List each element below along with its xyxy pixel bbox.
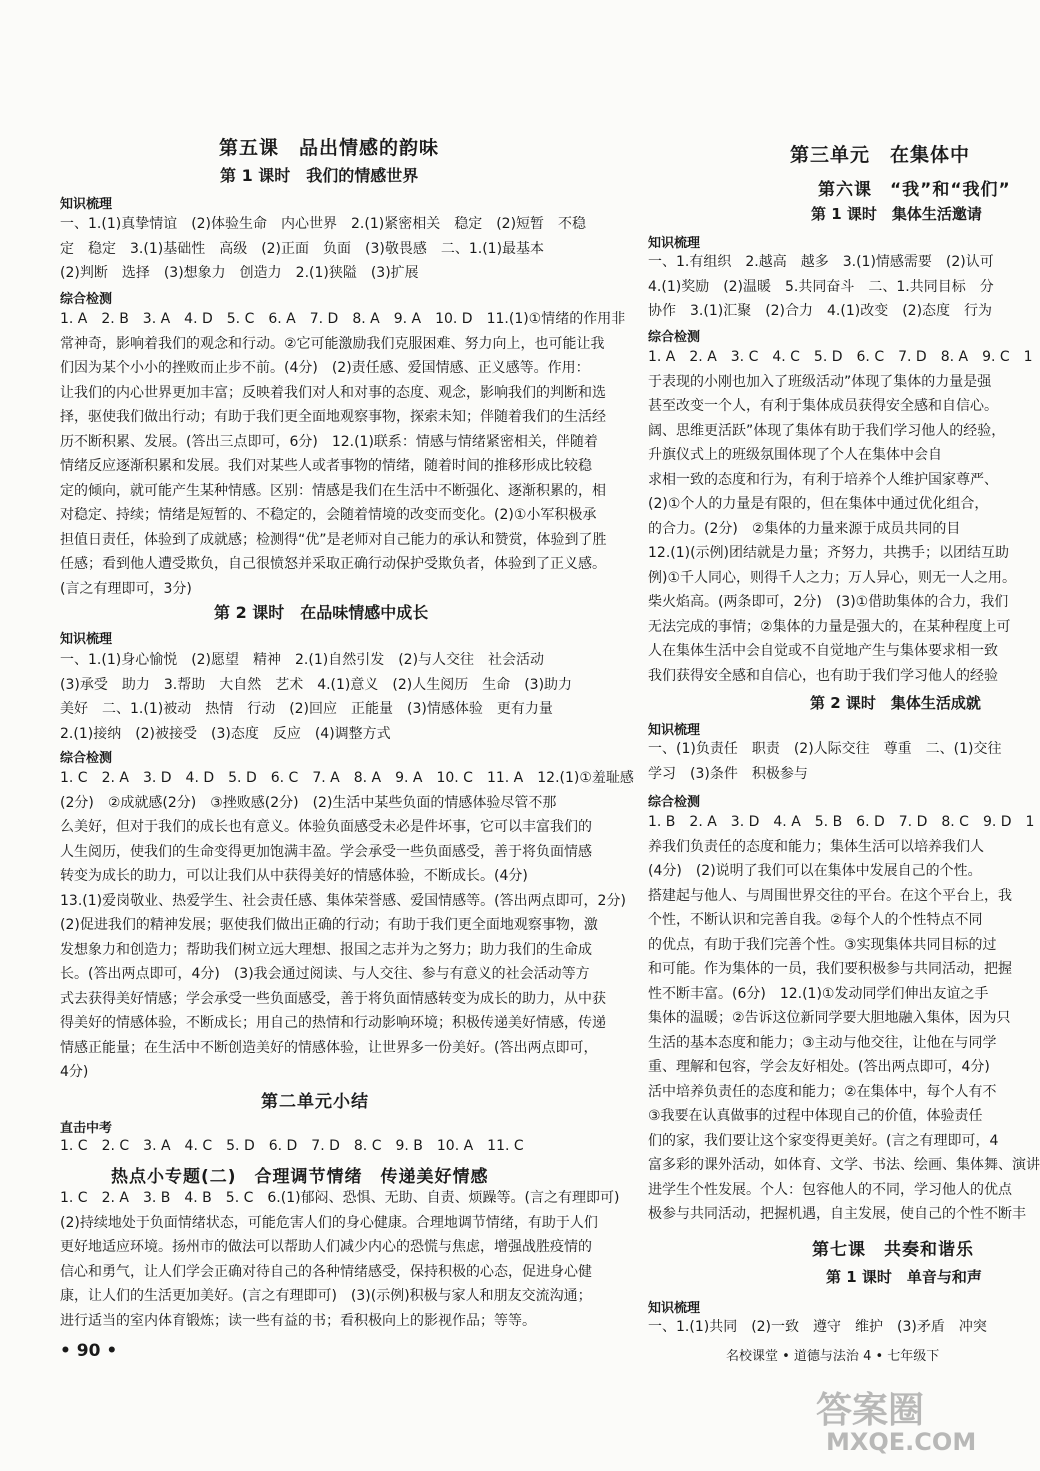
left-column [56, 0, 634, 1471]
section-label-exam: 直击中考 [60, 1121, 113, 1136]
lesson-7-title: 第七课 共奏和谐乐 [812, 1240, 974, 1260]
lesson-5-title: 第五课 品出情感的韵味 [219, 137, 440, 159]
l6c2-test-text: 1. B 2. A 3. D 4. A 5. B 6. D 7. D 8. C 9. D 1 养我们负责任的态度和能力；集体生活可以培养我们人 (4分) (2)说明了我们可以在集体中发展自己的个性。 搭建起与他人、与周围世界交往的平台。在这个平台上，我 个性，不断认识和完善自我。②每个人的个性特点不同 的优点，有助于我们完善个性。③实现集体共同目标的过 和可能。作为集体的一员，我们要积极参与共同活动，把握 性不断丰富。(6分) 12.(1)①发动同学们伸出友谊之手 集体的温暖；②告诉这位新同学要大胆地融入集体，因为只 生活的基本态度和能力；③主动与他交往，让他在与同学 重、理解和包容，学会友好相处。(答出两点即可，4分) 活中培养负责任的态度和能力；②在集体中，每个人有不 ③我要在认真做事的过程中体现自己的价值，体验责任 们的家，我们要让这个家变得更美好。(言之有理即可，4 富多彩的课外活动，如体育、文学、书法、绘画、集体舞、演讲 进学生个性发展。个人：包容他人的不同，学习他人的优点 极参与共同活动，把握机遇，自主发展，使自己的个性不断丰 [648, 814, 1040, 1222]
l5c2-test-text: 1. C 2. A 3. D 4. D 5. D 6. C 7. A 8. A 9. A 10. C 11. A 12.(1)①羞耻感 (2分) ②成就感(2分) ③挫败感(2分) (2)生活中某些负面的情感体验尽管不那 么美好，但对于我们的成长也有意义。体验负面感受未必是件坏事，它可以丰富我们的 人生阅历，使我们的生命变得更加饱满丰盈。学会承受一些负面感受，善于将负面情感 转变为成长的助力，可以让我们从中获得美好的情感体验，不断成长。(4分) 13.(1)爱岗敬业、热爱学生、社会责任感、集体荣誉感、爱国情感等。(答出两点即可，2分) (2)促进我们的精神发展；驱使我们做出正确的行动；有助于我们更全面地观察事物，激 发想象力和创造力；帮助我们树立远大理想、报国之志并为之努力；助力我们的生命成 长。(答出两点即可，4分) (3)我会通过阅读、与人交往、参与有意义的社会活动等方 式去获得美好情感；学会承受一些负面感受，善于将负面情感转变为成长的助力，从中获 得美好的情感体验，不断成长；用自己的热情和行动影响环境；积极传递美好情感，传递 情感正能量；在生活中不断创造美好的情感体验，让世界多一份美好。(答出两点即可， 4分) [60, 770, 634, 1080]
lesson-6-title: 第六课 “我”和“我们” [818, 180, 1011, 200]
lesson-6-period-1-title: 第 1 课时 集体生活邀请 [811, 205, 982, 223]
lesson-5-period-1-title: 第 1 课时 我们的情感世界 [220, 166, 419, 185]
unit-2-summary-title: 第二单元小结 [261, 1092, 369, 1112]
l6c1-knowledge-text: 一、1.有组织 2.越高 越多 3.(1)情感需要 (2)认可 4.(1)奖励 (2)温暖 5.共同奋斗 二、1.共同目标 分 协作 3.(1)汇聚 (2)合力 4.(1)改变 (2)态度 行为 [648, 254, 994, 319]
l6c2-knowledge-text: 一、(1)负责任 职责 (2)人际交往 尊重 二、(1)交往 学习 (3)条件 积极参与 [648, 741, 1002, 782]
section-label-test: 综合检测 [648, 795, 701, 810]
l5c2-knowledge-text: 一、1.(1)身心愉悦 (2)愿望 精神 2.(1)自然引发 (2)与人交往 社会活动 (3)承受 助力 3.帮助 大自然 艺术 4.(1)意义 (2)人生阅历 生命 (3)助力 美好 二、1.(1)被动 热情 行动 (2)回应 正能量 (3)情感体验 更有力量 2.(1)接纳 (2)被接受 (3)态度 反应 (4)调整方式 [60, 652, 573, 742]
l5c1-test-text: 1. A 2. B 3. A 4. D 5. C 6. A 7. D 8. A 9. A 10. D 11.(1)①情绪的作用非 常神奇，影响着我们的观念和行动。②它可能激励我们克服困难、努力向上，也可能让我 们因为某个小小的挫败而止步不前。(4分) (2)责任感、爱国情感、正义感等。作用： 让我们的内心世界更加丰富；反映着我们对人和对事的态度、观念，影响我们的判断和选 择，驱使我们做出行动；有助于我们更全面地观察事物，探索未知；伴随着我们的生活经 历不断积累、发展。(答出三点即可，6分) 12.(1)联系：情感与情绪紧密相关，伴随着 情绪反应逐渐积累和发展。我们对某些人或者事物的情绪，随着时间的推移形成比较稳 定的倾向，就可能产生某种情感。区别：情感是我们在生活中不断强化、逐渐积累的，相 对稳定、持续；情绪是短暂的、不稳定的，会随着情境的改变而变化。(2)①小军积极承 担值日责任，体验到了成就感；检测得“优”是老师对自己能力的承认和赞赏，体验到了胜 任感；看到他人遭受欺负，自己很愤怒并采取正确行动保护受欺负者，体验到了正义感。 (言之有理即可，3分) [60, 311, 626, 597]
unit-3-title: 第三单元 在集体中 [790, 144, 971, 166]
lesson-6-period-2-title: 第 2 课时 集体生活成就 [810, 694, 981, 712]
book-footer: 名校课堂 • 道德与法治 4 • 七年级下 [726, 1349, 940, 1364]
l6c1-test-text: 1. A 2. A 3. C 4. C 5. D 6. C 7. D 8. A 9. C 1 于表现的小刚也加入了班级活动”体现了集体的力量是强 甚至改变一个人，有利于集体成员获得安全感和自信心。 阔、思维更活跃”体现了集体有助于我们学习他人的经验， 升旗仪式上的班级氛围体现了个人在集体中会自 求相一致的态度和行为，有利于培养个人维护国家尊严、 (2)①个人的力量是有限的，但在集体中通过优化组合， 的合力。(2分) ②集体的力量来源于成员共同的目 12.(1)(示例)团结就是力量；齐努力，共携手；以团结互助 例)①千人同心，则得千人之力；万人异心，则无一人之用。 柴火焰高。(两条即可，2分) (3)①借助集体的合力，我们 无法完成的事情；②集体的力量是强大的，在某种程度上可 人在集体生活中会自觉或不自觉地产生与集体要求相一致 我们获得安全感和自信心，也有助于我们学习他人的经验 [648, 349, 1033, 684]
section-label-knowledge: 知识梳理 [60, 632, 113, 647]
lesson-7-period-1-title: 第 1 课时 单音与和声 [826, 1268, 982, 1286]
section-label-knowledge: 知识梳理 [648, 236, 701, 251]
hot-topic-text: 1. C 2. A 3. B 4. B 5. C 6.(1)郁闷、恐惧、无助、自责、烦躁等。(言之有理即可) (2)持续地处于负面情绪状态，可能危害人们的身心健康。合理地调节情绪，有助于人们 更好地适应环境。扬州市的做法可以帮助人们减少内心的恐慌与焦虑，增强战胜疫情的 信心和勇气，让人们学会正确对待自己的各种情绪感受，保持积极的心态，促进身心健 康，让人们的生活更加美好。(言之有理即可) (3)(示例)积极与家人和朋友交流沟通； 进行适当的室内体育锻炼；读一些有益的书；看积极向上的影视作品；等等。 [60, 1190, 620, 1329]
right-column [640, 0, 1040, 1471]
section-label-test: 综合检测 [60, 292, 113, 307]
l7c1-knowledge-text: 一、1.(1)共同 (2)一致 遵守 维护 (3)矛盾 冲突 [648, 1319, 987, 1335]
section-label-test: 综合检测 [648, 330, 701, 345]
hot-topic-title: 热点小专题(二) 合理调节情绪 传递美好情感 [111, 1167, 489, 1187]
section-label-knowledge: 知识梳理 [648, 1301, 701, 1316]
lesson-5-period-2-title: 第 2 课时 在品味情感中成长 [214, 603, 429, 622]
section-label-test: 综合检测 [60, 751, 113, 766]
section-label-knowledge: 知识梳理 [648, 723, 701, 738]
page-number: • 90 • [60, 1341, 118, 1361]
l5c1-knowledge-text: 一、1.(1)真挚情谊 (2)体验生命 内心世界 2.(1)紧密相关 稳定 (2)短暂 不稳 定 稳定 3.(1)基础性 高级 (2)正面 负面 (3)敬畏感 二、1.(1)最基本 (2)判断 选择 (3)想象力 创造力 2.(1)狭隘 (3)扩展 [60, 216, 587, 281]
watermark-site: MXQE.COM [826, 1428, 977, 1456]
watermark-logo: 答案圈 [816, 1390, 925, 1431]
unit-2-answers: 1. C 2. C 3. A 4. C 5. D 6. D 7. D 8. C 9. B 10. A 11. C [60, 1138, 524, 1154]
section-label-knowledge: 知识梳理 [60, 197, 113, 212]
